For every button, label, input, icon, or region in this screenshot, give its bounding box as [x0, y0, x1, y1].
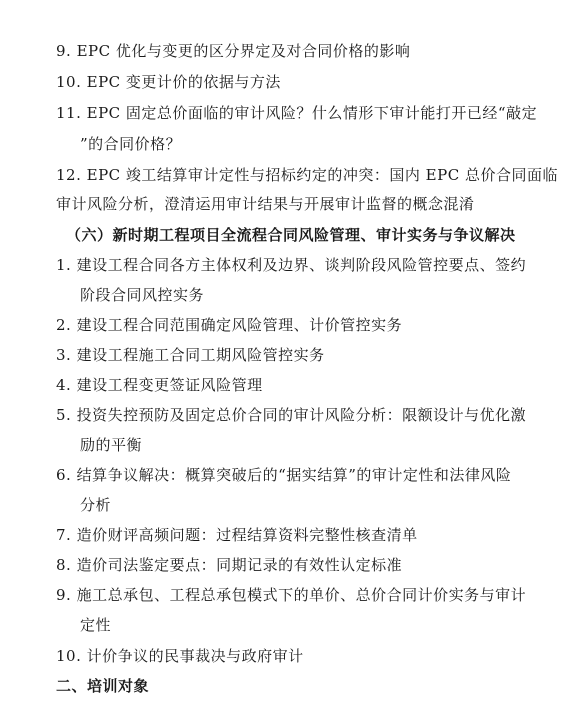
list-item-s6-3: 3. 建设工程施工合同工期风险管控实务	[56, 346, 325, 364]
list-item-upper-12: 12. EPC 竣工结算审计定性与招标约定的冲突：国内 EPC 总价合同面临	[56, 166, 558, 184]
list-item-s6-7: 7. 造价财评高频问题：过程结算资料完整性核查清单	[56, 526, 418, 544]
list-item-s6-5: 5. 投资失控预防及固定总价合同的审计风险分析：限额设计与优化激	[56, 406, 527, 424]
list-item-upper-12-cont: 审计风险分析，澄清运用审计结果与开展审计监督的概念混淆	[56, 195, 475, 213]
section-6-heading: （六）新时期工程项目全流程合同风险管理、审计实务与争议解决	[66, 226, 516, 244]
list-item-upper-9: 9. EPC 优化与变更的区分界定及对合同价格的影响	[56, 42, 411, 60]
list-item-s6-1: 1. 建设工程合同各方主体权利及边界、谈判阶段风险管控要点、签约	[56, 256, 527, 274]
list-item-s6-5-cont: 励的平衡	[80, 436, 143, 454]
section-2-heading: 二、培训对象	[56, 677, 150, 695]
list-item-s6-9-cont: 定性	[80, 616, 112, 634]
list-item-s6-6: 6. 结算争议解决：概算突破后的“据实结算”的审计定性和法律风险	[56, 466, 512, 484]
list-item-upper-10: 10. EPC 变更计价的依据与方法	[56, 73, 281, 91]
list-item-s6-6-cont: 分析	[80, 496, 112, 514]
list-item-s6-2: 2. 建设工程合同范围确定风险管理、计价管控实务	[56, 316, 403, 334]
list-item-s6-1-cont: 阶段合同风控实务	[80, 286, 205, 304]
list-item-s6-8: 8. 造价司法鉴定要点：同期记录的有效性认定标准	[56, 556, 403, 574]
list-item-s6-4: 4. 建设工程变更签证风险管理	[56, 376, 263, 394]
list-item-upper-11: 11. EPC 固定总价面临的审计风险？什么情形下审计能打开已经“敲定	[56, 104, 538, 122]
list-item-s6-9: 9. 施工总承包、工程总承包模式下的单价、总价合同计价实务与审计	[56, 586, 527, 604]
list-item-upper-11-cont: ”的合同价格？	[80, 135, 182, 153]
list-item-s6-10: 10. 计价争议的民事裁决与政府审计	[56, 647, 304, 665]
